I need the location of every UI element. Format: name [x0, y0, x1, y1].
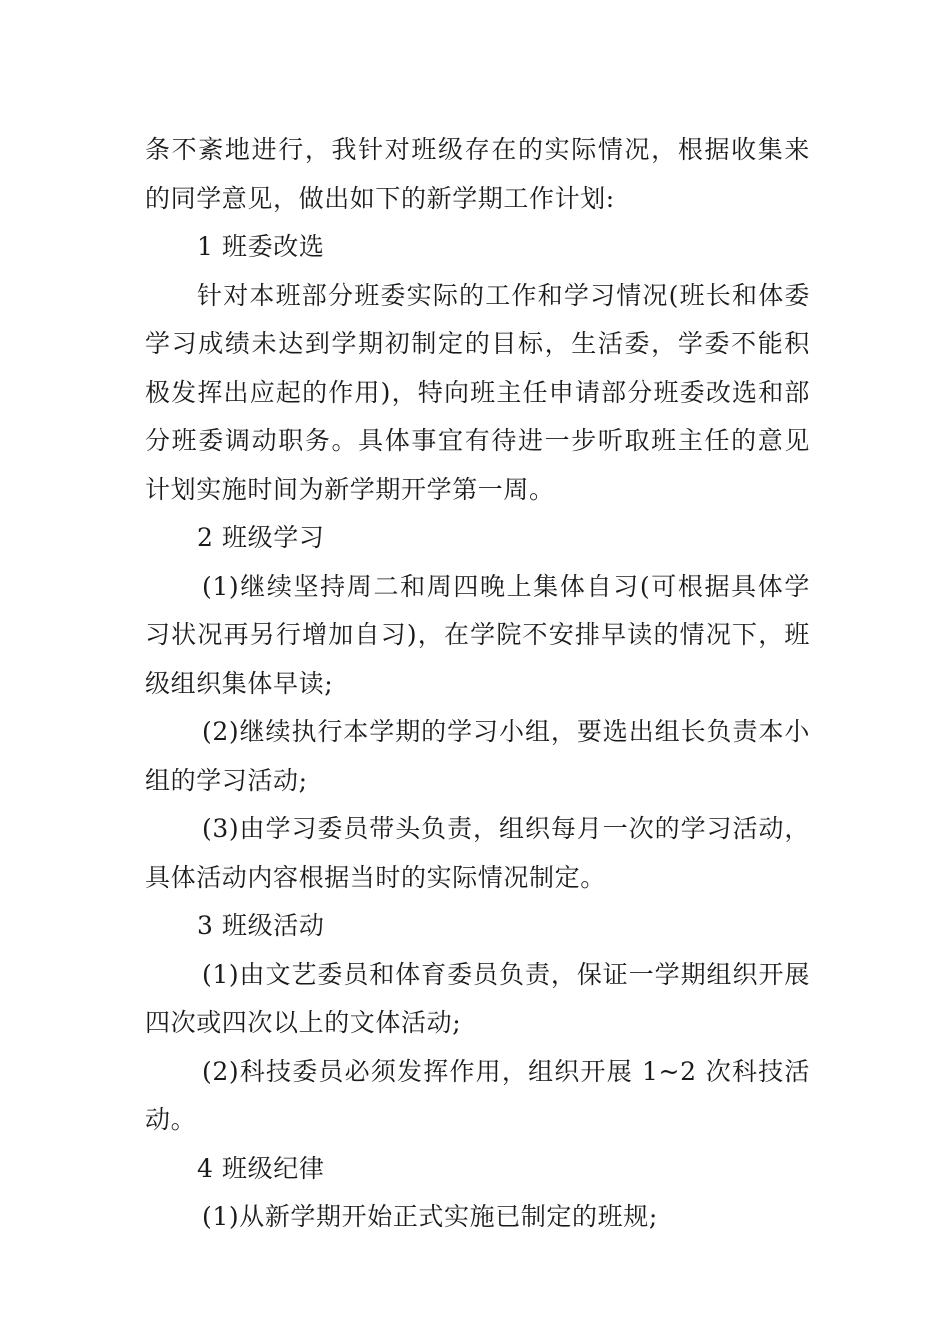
document-body [145, 126, 810, 1242]
section-heading-class-study: 2 班级学习 [197, 523, 325, 552]
list-item-activities-1: (1)由文艺委员和体育委员负责，保证一学期组织开展四次或四次以上的文体活动; [145, 959, 810, 1037]
section-heading-class-activities: 3 班级活动 [197, 911, 325, 940]
list-item-study-2: (2)继续执行本学期的学习小组，要选出组长负责本小组的学习活动; [145, 717, 810, 795]
list-item-study-1: (1)继续坚持周二和周四晚上集体自习(可根据具体学习状况再另行增加自习)，在学院不安排早读的情况下，班级组织集体早读; [145, 571, 810, 698]
section-heading-class-committee: 1 班委改选 [197, 232, 325, 261]
list-item-discipline-1: (1)从新学期开始正式实施已制定的班规; [202, 1202, 658, 1231]
paragraph-continued: 条不紊地进行，我针对班级存在的实际情况，根据收集来的同学意见，做出如下的新学期工作计划: [145, 135, 810, 213]
paragraph-committee-reelection: 针对本班部分班委实际的工作和学习情况(班长和体委学习成绩未达到学期初制定的目标，生活委，学委不能积极发挥出应起的作用)，特向班主任申请部分班委改选和部分班委调动职务。具体事宜有待进一步听取班主任的意见计划实施时间为新学期开学第一周。 [145, 280, 810, 504]
list-item-study-3: (3)由学习委员带头负责，组织每月一次的学习活动，具体活动内容根据当时的实际情况制定。 [145, 814, 810, 892]
list-item-activities-2: (2)科技委员必须发挥作用，组织开展 1~2 次科技活动。 [145, 1056, 810, 1134]
section-heading-class-discipline: 4 班级纪律 [197, 1153, 325, 1183]
